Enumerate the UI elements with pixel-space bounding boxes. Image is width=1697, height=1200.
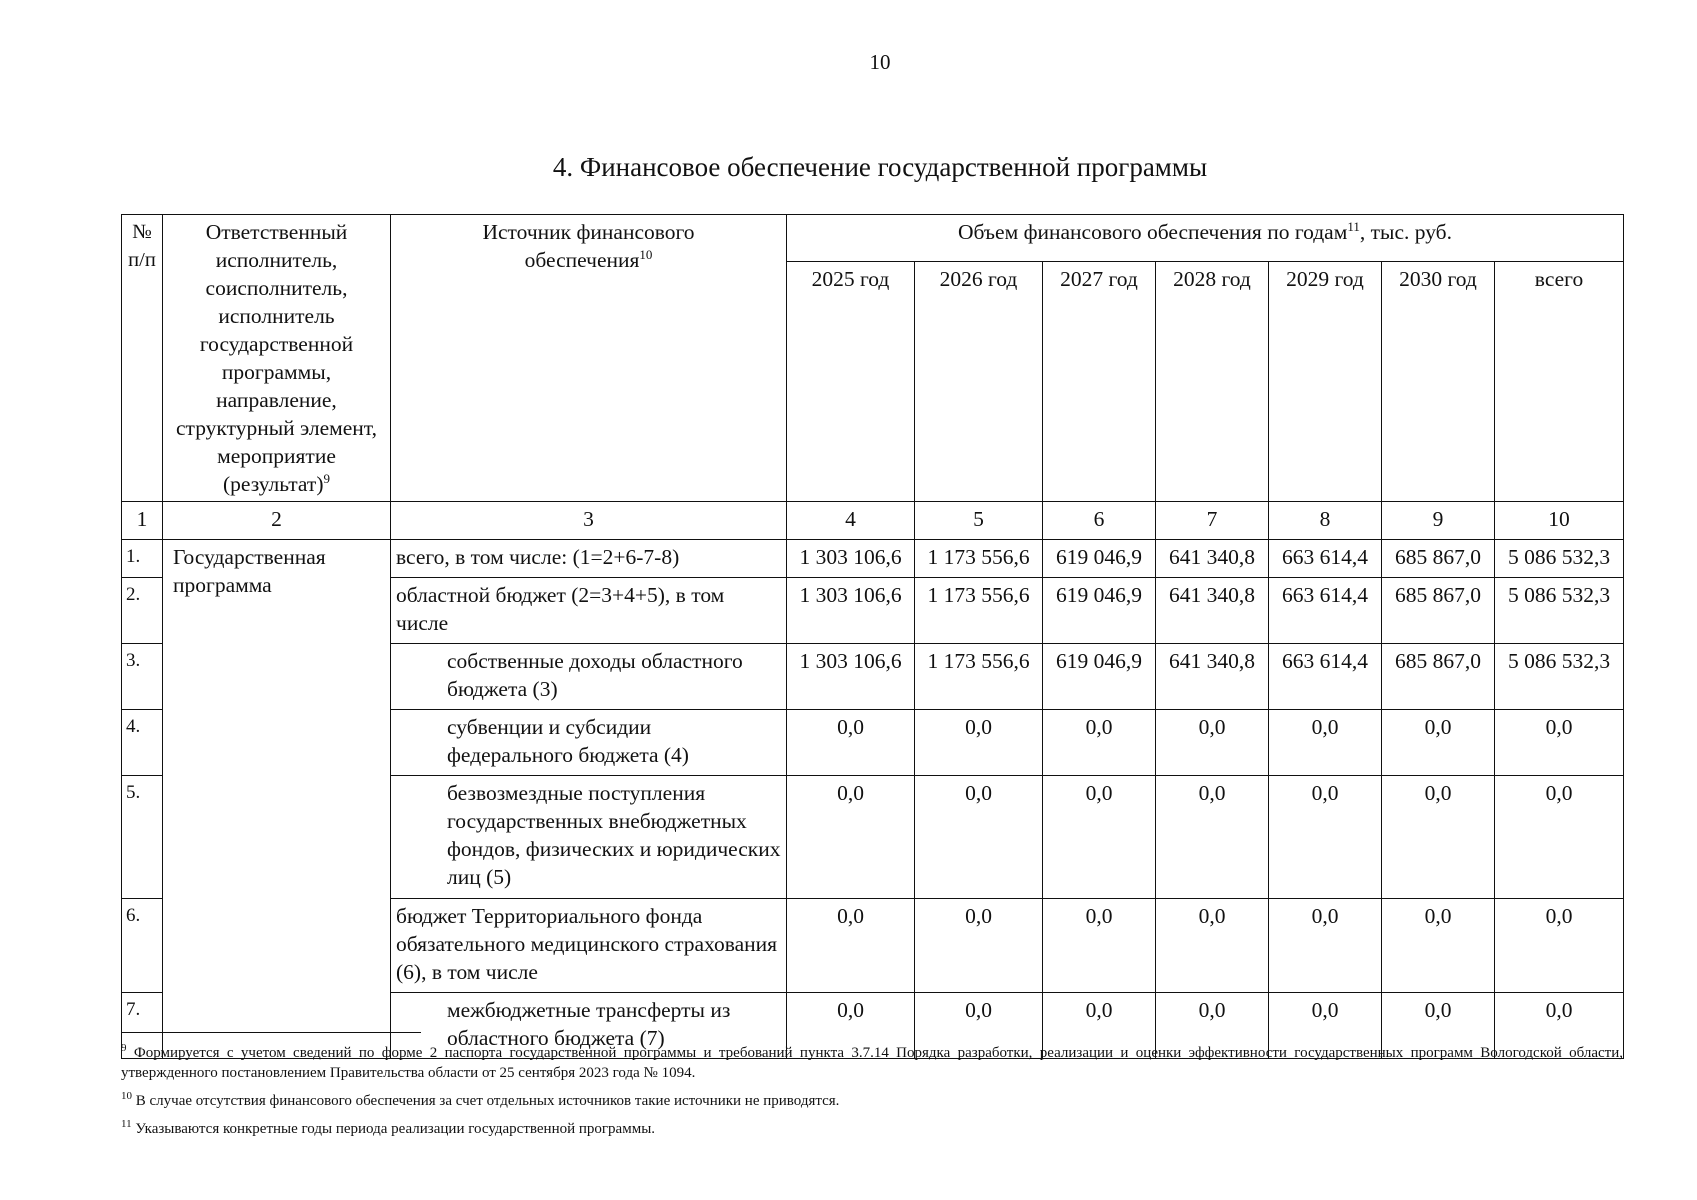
header-source-footnote-mark: 10: [639, 246, 653, 262]
value-cell: 0,0: [1495, 993, 1624, 1059]
footnote: [121, 1043, 1623, 1083]
value-cell: 1 173 556,6: [915, 578, 1043, 644]
row-number: 5.: [122, 776, 163, 899]
column-number: 5: [915, 502, 1043, 540]
header-volume-unit: , тыс. руб.: [1359, 220, 1452, 244]
header-year: 2026 год: [915, 262, 1043, 502]
header-executor: [163, 215, 391, 502]
executor-cell: Государственная программа: [163, 540, 391, 1059]
header-year: 2028 год: [1156, 262, 1269, 502]
value-cell: 0,0: [787, 710, 915, 776]
value-cell: 685 867,0: [1382, 644, 1495, 710]
value-cell: 0,0: [787, 776, 915, 899]
value-cell: 619 046,9: [1043, 578, 1156, 644]
value-cell: 0,0: [1269, 710, 1382, 776]
value-cell: 5 086 532,3: [1495, 578, 1624, 644]
header-total: всего: [1495, 262, 1624, 502]
header-no: № п/п: [122, 215, 163, 502]
value-cell: 663 614,4: [1269, 644, 1382, 710]
source-cell: безвозмездные поступления государственных внебюджетных фондов, физических и юридических лиц (5): [391, 776, 787, 899]
source-cell: субвенции и субсидии федерального бюджета (4): [391, 710, 787, 776]
value-cell: 641 340,8: [1156, 644, 1269, 710]
value-cell: 0,0: [1043, 710, 1156, 776]
column-number: 2: [163, 502, 391, 540]
value-cell: 0,0: [1043, 993, 1156, 1059]
value-cell: 1 303 106,6: [787, 578, 915, 644]
value-cell: 0,0: [1495, 776, 1624, 899]
value-cell: 1 173 556,6: [915, 644, 1043, 710]
row-number: 1.: [122, 540, 163, 578]
value-cell: 1 173 556,6: [915, 540, 1043, 578]
value-cell: 0,0: [1269, 899, 1382, 993]
value-cell: 0,0: [915, 993, 1043, 1059]
value-cell: 0,0: [1495, 710, 1624, 776]
footnote-text: Формируется с учетом сведений по форме 2 паспорта государственной программы и требований пункта 3.7.14 Порядка разработки, реализации и оценки эффективности государственных программ Вологодской области, утвержденного постановлением Правительства области от 25 сентября 2023 года № 1094.: [121, 1045, 1624, 1081]
value-cell: 663 614,4: [1269, 578, 1382, 644]
source-cell: собственные доходы областного бюджета (3): [391, 644, 787, 710]
column-number: 10: [1495, 502, 1624, 540]
row-number: 6.: [122, 899, 163, 993]
value-cell: 0,0: [1156, 776, 1269, 899]
header-executor-footnote-mark: 9: [323, 470, 330, 486]
page-number: 10: [869, 50, 891, 74]
header-volume-footnote-mark: 11: [1347, 218, 1360, 234]
value-cell: 5 086 532,3: [1495, 540, 1624, 578]
source-cell: межбюджетные трансферты из областного бюджета (7): [391, 993, 787, 1059]
header-source: [391, 215, 787, 502]
value-cell: 0,0: [1382, 899, 1495, 993]
value-cell: 0,0: [1156, 899, 1269, 993]
column-number: 3: [391, 502, 787, 540]
value-cell: 0,0: [915, 776, 1043, 899]
footnotes: [121, 1043, 1623, 1147]
value-cell: 0,0: [787, 899, 915, 993]
value-cell: 5 086 532,3: [1495, 644, 1624, 710]
footnote: [121, 1091, 1623, 1111]
column-numbers-row: [122, 502, 1624, 540]
row-number: 7.: [122, 993, 163, 1059]
row-number: 4.: [122, 710, 163, 776]
value-cell: 685 867,0: [1382, 540, 1495, 578]
column-number: 8: [1269, 502, 1382, 540]
footnote-mark: 10: [121, 1090, 132, 1102]
header-year: 2027 год: [1043, 262, 1156, 502]
footnote-mark: 11: [121, 1118, 132, 1130]
header-source-text: Источник финансового обеспечения: [482, 220, 695, 272]
footnote: [121, 1119, 1623, 1139]
source-cell: областной бюджет (2=3+4+5), в том числе: [391, 578, 787, 644]
value-cell: 0,0: [915, 710, 1043, 776]
value-cell: 663 614,4: [1269, 540, 1382, 578]
table-row: [122, 540, 1624, 578]
row-number: 2.: [122, 578, 163, 644]
header-executor-text: Ответственный исполнитель, соисполнитель, исполнитель государственной программы, направление, структурный элемент, мероприятие (результат): [176, 220, 377, 496]
column-number: 6: [1043, 502, 1156, 540]
value-cell: 0,0: [1382, 993, 1495, 1059]
header-volume-text: Объем финансового обеспечения по годам: [958, 220, 1348, 244]
value-cell: 0,0: [1043, 899, 1156, 993]
value-cell: 619 046,9: [1043, 644, 1156, 710]
header-year: 2025 год: [787, 262, 915, 502]
value-cell: 0,0: [1043, 776, 1156, 899]
value-cell: 641 340,8: [1156, 578, 1269, 644]
value-cell: 0,0: [1382, 710, 1495, 776]
source-cell: бюджет Территориального фонда обязательного медицинского страхования (6), в том числе: [391, 899, 787, 993]
column-number: 7: [1156, 502, 1269, 540]
header-year: 2030 год: [1382, 262, 1495, 502]
value-cell: 0,0: [1156, 993, 1269, 1059]
header-row-1: [122, 215, 1624, 262]
value-cell: 619 046,9: [1043, 540, 1156, 578]
value-cell: 0,0: [1269, 776, 1382, 899]
header-year: 2029 год: [1269, 262, 1382, 502]
column-number: 9: [1382, 502, 1495, 540]
value-cell: 0,0: [1269, 993, 1382, 1059]
section-title: 4. Финансовое обеспечение государственной программы: [552, 152, 1208, 182]
value-cell: 685 867,0: [1382, 578, 1495, 644]
source-cell: всего, в том числе: (1=2+6-7-8): [391, 540, 787, 578]
value-cell: 0,0: [1156, 710, 1269, 776]
header-volume: [787, 215, 1624, 262]
column-number: 4: [787, 502, 915, 540]
footnote-separator: [121, 1032, 421, 1033]
row-number: 3.: [122, 644, 163, 710]
value-cell: 0,0: [787, 993, 915, 1059]
financing-table: [121, 214, 1624, 1059]
footnote-text: Указываются конкретные годы периода реализации государственной программы.: [135, 1121, 656, 1137]
value-cell: 1 303 106,6: [787, 644, 915, 710]
value-cell: 641 340,8: [1156, 540, 1269, 578]
value-cell: 0,0: [915, 899, 1043, 993]
value-cell: 1 303 106,6: [787, 540, 915, 578]
value-cell: 0,0: [1382, 776, 1495, 899]
column-number: 1: [122, 502, 163, 540]
footnote-text: В случае отсутствия финансового обеспечения за счет отдельных источников такие источники не приводятся.: [135, 1093, 840, 1109]
value-cell: 0,0: [1495, 899, 1624, 993]
footnote-mark: 9: [121, 1042, 127, 1054]
